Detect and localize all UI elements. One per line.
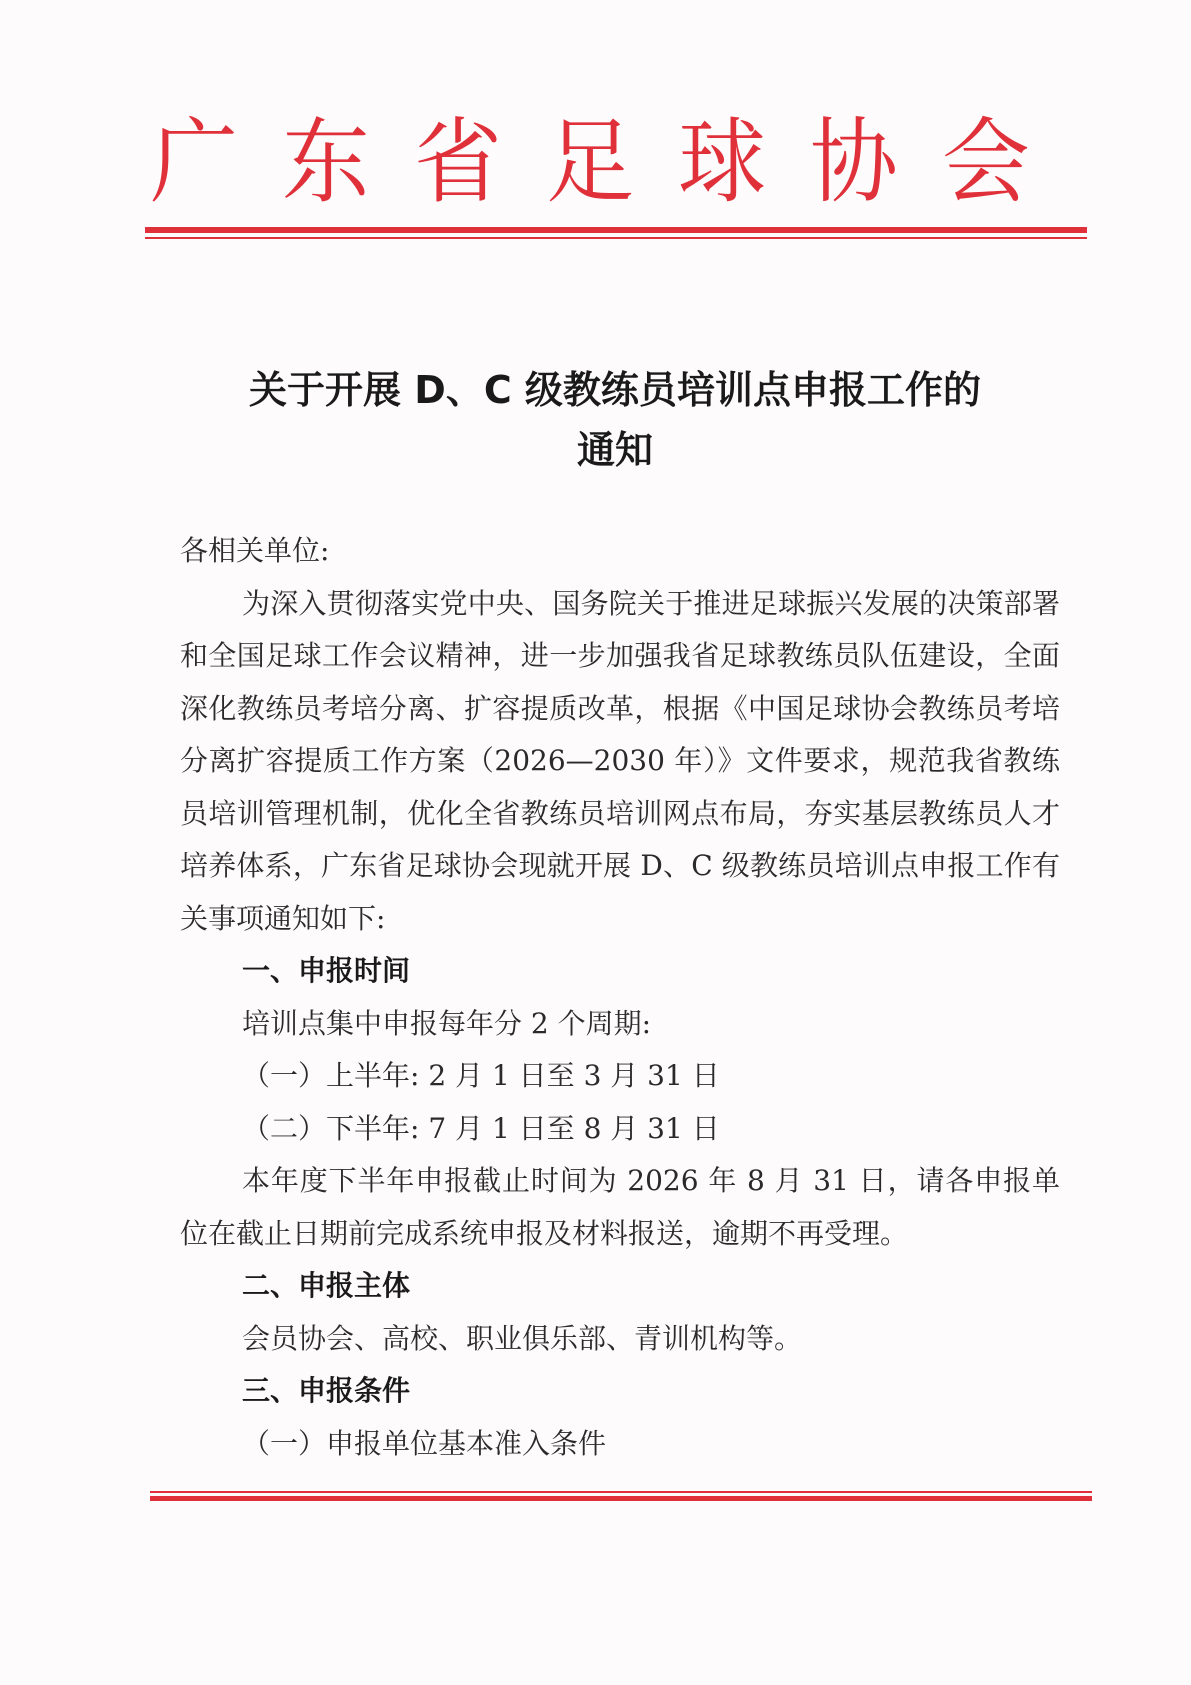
section-time-intro: 培训点集中申报每年分 2 个周期: xyxy=(242,1006,652,1040)
section-subject-text: 会员协会、高校、职业俱乐部、青训机构等。 xyxy=(242,1321,803,1355)
section-heading-time: 一、申报时间 xyxy=(242,954,411,987)
salutation: 各相关单位: xyxy=(180,534,330,567)
section-heading-subject: 二、申报主体 xyxy=(242,1269,411,1302)
letterhead-char: 广 xyxy=(150,107,239,216)
document-title xyxy=(150,360,1080,480)
letterhead-char: 球 xyxy=(677,107,766,216)
letterhead-char: 足 xyxy=(545,107,634,216)
title-line-2: 通知 xyxy=(576,428,653,472)
section-heading-conditions: 三、申报条件 xyxy=(242,1374,411,1407)
section-time-item-1: （一）上半年: 2 月 1 日至 3 月 31 日 xyxy=(242,1059,720,1092)
letterhead-char: 协 xyxy=(809,107,898,216)
letterhead-char: 省 xyxy=(413,107,502,216)
document-body xyxy=(180,525,1060,1470)
section-conditions-item-1: （一）申报单位基本准入条件 xyxy=(242,1426,607,1460)
footer-divider-thick xyxy=(150,1496,1092,1501)
section-time-deadline: 本年度下半年申报截止时间为 2026 年 8 月 31 日，请各申报单位在截止日期前完成系统申报及材料报送，逾期不再受理。 xyxy=(180,1164,1060,1250)
intro-paragraph: 为深入贯彻落实党中央、国务院关于推进足球振兴发展的决策部署和全国足球工作会议精神，进一步加强我省足球教练员队伍建设，全面深化教练员考培分离、扩容提质改革，根据《中国足球协会教练员考培分离扩容提质工作方案（2026—2030 年）》文件要求，规范我省教练员培训管理机制，优化全省教练员培训网点布局，夯实基层教练员人才培养体系，广东省足球协会现就开展 D、C 级教练员培训点申报工作有关事项通知如下: xyxy=(180,586,1060,935)
section-time-item-2: （二）下半年: 7 月 1 日至 8 月 31 日 xyxy=(242,1111,720,1145)
letterhead-char: 东 xyxy=(281,107,370,216)
title-line-1: 关于开展 D、C 级教练员培训点申报工作的 xyxy=(249,368,981,412)
organization-letterhead xyxy=(150,100,1030,216)
header-divider-thin xyxy=(145,237,1087,239)
header-divider-thick xyxy=(145,227,1087,233)
footer-divider-thin xyxy=(150,1491,1092,1493)
letterhead-char: 会 xyxy=(941,107,1030,216)
